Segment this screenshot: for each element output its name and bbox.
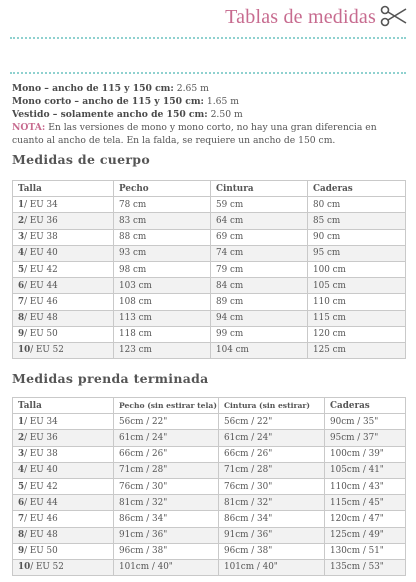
col-pecho: Pecho [114,181,211,197]
measure-cell: 101cm / 40" [114,559,219,575]
measure-cell: 90 cm [308,229,406,245]
measure-cell: 91cm / 36" [114,527,219,543]
measure-cell: 84 cm [211,278,308,294]
measure-cell: 96cm / 38" [219,543,325,559]
table-header-row [13,181,406,197]
measure-cell: 66cm / 26" [219,446,325,462]
measure-cell: 83 cm [114,213,211,229]
table-row [13,245,406,261]
size-cell: 6/ EU 44 [13,278,114,294]
measure-cell: 105cm / 41" [325,462,406,478]
table-row [13,310,406,326]
measure-cell: 89 cm [211,294,308,310]
measure-cell: 108 cm [114,294,211,310]
measure-cell: 64 cm [211,213,308,229]
measure-cell: 110cm / 43" [325,478,406,494]
measure-cell: 88 cm [114,229,211,245]
table-row [13,543,406,559]
table-row [13,342,406,358]
table-row [13,278,406,294]
measure-cell: 125cm / 49" [325,527,406,543]
table-row [13,414,406,430]
divider-top [10,37,406,39]
measure-cell: 66cm / 26" [114,446,219,462]
measure-cell: 120 cm [308,326,406,342]
scissors-icon [380,4,408,28]
col-caderas: Caderas [308,181,406,197]
measure-cell: 95 cm [308,245,406,261]
size-cell: 2/ EU 36 [13,213,114,229]
measure-cell: 115 cm [308,310,406,326]
col-talla: Talla [13,398,114,414]
measure-cell: 91cm / 36" [219,527,325,543]
measure-cell: 71cm / 28" [114,462,219,478]
table-header-row [13,398,406,414]
measure-cell: 59 cm [211,197,308,213]
size-cell: 5/ EU 42 [13,478,114,494]
measure-cell: 61cm / 24" [114,430,219,446]
body-measures-table [12,180,406,359]
size-cell: 10/ EU 52 [13,342,114,358]
measure-cell: 76cm / 30" [219,478,325,494]
measure-cell: 125 cm [308,342,406,358]
table-row [13,462,406,478]
table-row [13,229,406,245]
col-talla: Talla [13,181,114,197]
table-row [13,446,406,462]
measure-cell: 78 cm [114,197,211,213]
measure-cell: 100 cm [308,261,406,277]
size-cell: 4/ EU 40 [13,462,114,478]
size-cell: 4/ EU 40 [13,245,114,261]
info-line: Mono corto – ancho de 115 y 150 cm: 1.65 m [12,96,239,107]
col-caderas: Caderas [325,398,406,414]
table-row [13,559,406,575]
measure-cell: 100cm / 39" [325,446,406,462]
col-cintura: Cintura (sin estirar) [219,398,325,414]
measure-cell: 56cm / 22" [219,414,325,430]
measure-cell: 79 cm [211,261,308,277]
table-row [13,430,406,446]
finished-measures-table [12,397,406,576]
table-row [13,478,406,494]
col-cintura: Cintura [211,181,308,197]
measure-cell: 130cm / 51" [325,543,406,559]
size-cell: 9/ EU 50 [13,543,114,559]
info-note: NOTA: En las versiones de mono y mono corto, no hay una gran diferencia en cuanto al ancho de tela. En la falda, se requiere un ancho de 150 cm. [12,122,377,146]
size-cell: 1/ EU 34 [13,414,114,430]
measure-cell: 86cm / 34" [114,511,219,527]
measure-cell: 95cm / 37" [325,430,406,446]
table-row [13,326,406,342]
table-row [13,495,406,511]
measure-cell: 93 cm [114,245,211,261]
size-cell: 6/ EU 44 [13,495,114,511]
measure-cell: 90cm / 35" [325,414,406,430]
measure-cell: 74 cm [211,245,308,261]
section-heading-finished: Medidas prenda terminada [12,371,209,386]
measure-cell: 86cm / 34" [219,511,325,527]
measure-cell: 99 cm [211,326,308,342]
fabric-info [12,82,408,147]
measure-cell: 56cm / 22" [114,414,219,430]
measure-cell: 81cm / 32" [114,495,219,511]
col-pecho: Pecho (sin estirar tela) [114,398,219,414]
measure-cell: 135cm / 53" [325,559,406,575]
measure-cell: 115cm / 45" [325,495,406,511]
measure-cell: 85 cm [308,213,406,229]
table-row [13,213,406,229]
table-row [13,527,406,543]
measure-cell: 98 cm [114,261,211,277]
measure-cell: 123 cm [114,342,211,358]
measure-cell: 81cm / 32" [219,495,325,511]
size-cell: 3/ EU 38 [13,446,114,462]
measure-cell: 118 cm [114,326,211,342]
size-cell: 5/ EU 42 [13,261,114,277]
size-cell: 3/ EU 38 [13,229,114,245]
divider-info [10,72,406,74]
table-row [13,294,406,310]
measure-cell: 96cm / 38" [114,543,219,559]
size-cell: 7/ EU 46 [13,294,114,310]
size-cell: 2/ EU 36 [13,430,114,446]
size-cell: 8/ EU 48 [13,310,114,326]
size-cell: 9/ EU 50 [13,326,114,342]
measure-cell: 80 cm [308,197,406,213]
measure-cell: 71cm / 28" [219,462,325,478]
section-heading-body: Medidas de cuerpo [12,152,150,167]
measure-cell: 110 cm [308,294,406,310]
table-row [13,511,406,527]
measure-cell: 113 cm [114,310,211,326]
size-cell: 8/ EU 48 [13,527,114,543]
measure-cell: 101cm / 40" [219,559,325,575]
measure-cell: 76cm / 30" [114,478,219,494]
page-title: Tablas de medidas [225,6,376,28]
size-cell: 10/ EU 52 [13,559,114,575]
info-line: Vestido – solamente ancho de 150 cm: 2.50 m [12,109,243,120]
table-row [13,197,406,213]
measure-cell: 94 cm [211,310,308,326]
measure-cell: 69 cm [211,229,308,245]
measure-cell: 103 cm [114,278,211,294]
measure-cell: 105 cm [308,278,406,294]
table-row [13,261,406,277]
size-cell: 7/ EU 46 [13,511,114,527]
measure-cell: 61cm / 24" [219,430,325,446]
info-line: Mono – ancho de 115 y 150 cm: 2.65 m [12,83,209,94]
size-cell: 1/ EU 34 [13,197,114,213]
measure-cell: 104 cm [211,342,308,358]
measure-cell: 120cm / 47" [325,511,406,527]
